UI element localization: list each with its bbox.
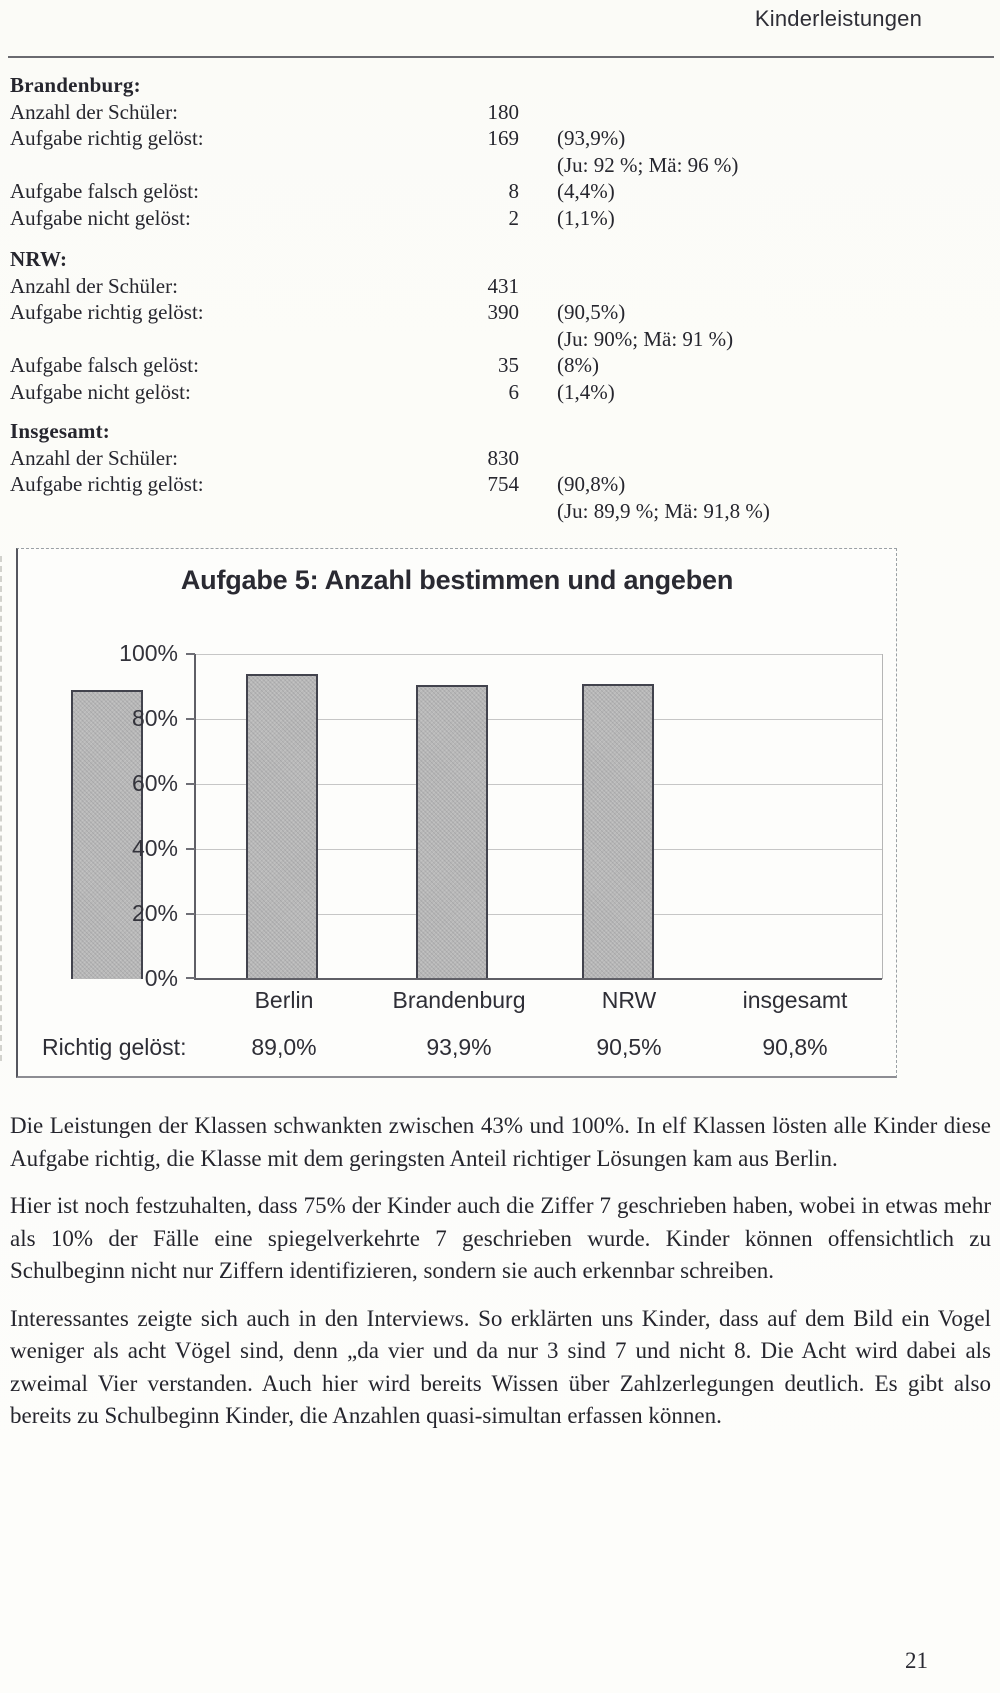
stat-row — [10, 326, 750, 353]
y-axis — [194, 654, 196, 979]
stat-note: (Ju: 89,9 %; Mä: 91,8 %) — [557, 498, 770, 523]
stat-value: 169 — [487, 126, 519, 150]
stat-note: (Ju: 92 %; Mä: 96 %) — [557, 152, 739, 177]
stat-label — [10, 326, 434, 353]
y-tick-mark — [186, 718, 195, 720]
stat-label: Aufgabe richtig gelöst: — [10, 126, 204, 150]
stat-row — [10, 178, 750, 205]
stat-label: Aufgabe falsch gelöst: — [10, 353, 199, 377]
bar-nrw — [416, 685, 488, 979]
y-tick-label: 80% — [131, 705, 178, 731]
series-row-label: Richtig gelöst: — [42, 1034, 187, 1060]
body-paragraph-2: Hier ist noch festzuhalten, dass 75% der Kinder auch die Ziffer 7 geschrieben haben, wobei in etwas mehr als 10% der Fälle eine spiegelverkehrte 7 geschrieben wurde. Kinder können offensichtlich zu Schulbeginn nicht nur Ziffern identifizieren, sondern sie auch erkennbar schreiben. — [10, 1193, 991, 1283]
page-number: 21 — [905, 1648, 928, 1673]
stat-note: (1,1%) — [557, 205, 615, 230]
y-tick-mark — [186, 977, 195, 979]
stat-label: Aufgabe richtig gelöst: — [10, 300, 204, 324]
gridline-100 — [195, 654, 882, 655]
stat-row — [10, 99, 750, 126]
stat-label: Anzahl der Schüler: — [10, 445, 178, 470]
x-category-label: Berlin — [254, 987, 314, 1013]
stat-value: 2 — [508, 205, 519, 230]
x-category-label: NRW — [601, 987, 657, 1013]
stat-row — [10, 445, 750, 472]
stat-row — [10, 152, 750, 179]
stat-label — [10, 498, 434, 525]
stat-value: 6 — [508, 379, 519, 404]
stat-row — [10, 471, 750, 498]
bar-insgesamt — [582, 684, 654, 979]
scan-artifact — [0, 556, 2, 1061]
body-paragraph-3: Interessantes zeigte sich auch in den Interviews. So erklärten uns Kinder, dass auf dem Bild ein Vogel weniger als acht Vögel sind, denn „da vier und da nur 3 sind 7 und nicht 8. Die Acht wird dabei als zweimal Vier verstanden. Auch hier wird bereits Wissen über Zahlzerlegungen deutlich. Es gibt also bereits zu Schulbeginn Kinder, die Anzahlen quasi-simultan erfassen können. — [10, 1305, 991, 1428]
stat-note: (8%) — [557, 353, 599, 377]
stat-row — [10, 379, 750, 406]
y-tick-label: 40% — [131, 835, 178, 861]
stat-note — [519, 445, 750, 472]
stat-value: 754 — [487, 472, 519, 496]
body-text — [10, 1110, 991, 1448]
stat-label: Aufgabe nicht gelöst: — [10, 205, 191, 230]
stat-label: Aufgabe nicht gelöst: — [10, 379, 191, 404]
stat-row — [10, 498, 770, 525]
y-tick-label: 60% — [131, 770, 178, 796]
header-rule — [8, 56, 994, 58]
bar-chart — [16, 548, 897, 1078]
page-header: Kinderleistungen — [754, 6, 922, 31]
stats-section-insgesamt — [10, 418, 770, 524]
section-title: Brandenburg: — [10, 73, 141, 97]
stat-note: (Ju: 90%; Mä: 91 %) — [557, 326, 734, 351]
stat-value — [434, 152, 519, 179]
stat-row — [10, 299, 750, 326]
stat-label: Aufgabe falsch gelöst: — [10, 179, 199, 203]
bar-brandenburg — [246, 674, 318, 979]
x-category-label: insgesamt — [742, 987, 848, 1013]
stat-row — [10, 352, 750, 379]
x-axis — [194, 978, 882, 980]
stat-note — [519, 273, 750, 300]
stat-note: (4,4%) — [557, 179, 615, 203]
stat-row — [10, 125, 750, 152]
section-title: Insgesamt: — [10, 419, 110, 443]
y-tick-mark — [186, 848, 195, 850]
value-label: 89,0% — [251, 1034, 317, 1060]
stat-row — [10, 205, 750, 232]
stat-label: Anzahl der Schüler: — [10, 273, 178, 298]
y-tick-mark — [186, 913, 195, 915]
stat-value: 180 — [487, 99, 519, 124]
stat-note: (93,9%) — [557, 126, 626, 150]
stat-value — [434, 498, 519, 525]
stat-note: (90,8%) — [557, 472, 626, 496]
stat-value: 830 — [487, 445, 519, 470]
stat-value: 35 — [498, 353, 519, 377]
stat-label — [10, 152, 434, 179]
stat-value: 8 — [508, 179, 519, 203]
y-tick-label: 0% — [144, 965, 178, 991]
y-tick-label: 100% — [119, 640, 178, 666]
y-tick-mark — [186, 783, 195, 785]
value-label: 90,8% — [762, 1034, 828, 1060]
body-paragraph-1: Die Leistungen der Klassen schwankten zwischen 43% und 100%. In elf Klassen lösten alle Kinder diese Aufgabe richtig, die Klasse mit dem geringsten Anteil richtiger Lösungen kam aus Berlin. — [10, 1113, 991, 1171]
stat-value: 390 — [487, 300, 519, 324]
stat-note: (1,4%) — [557, 379, 615, 404]
plot-right-border — [882, 654, 883, 979]
stat-row — [10, 273, 750, 300]
value-label: 93,9% — [426, 1034, 492, 1060]
stats-section-brandenburg — [10, 72, 750, 231]
stat-note — [519, 99, 750, 126]
chart-title: Aufgabe 5: Anzahl bestimmen und angeben — [180, 565, 734, 595]
section-title: NRW: — [10, 247, 68, 271]
stat-label: Anzahl der Schüler: — [10, 99, 178, 124]
stat-note: (90,5%) — [557, 300, 626, 324]
stats-section-nrw — [10, 246, 750, 405]
stat-value: 431 — [487, 273, 519, 298]
stat-label: Aufgabe richtig gelöst: — [10, 472, 204, 496]
y-tick-mark — [186, 653, 195, 655]
value-label: 90,5% — [596, 1034, 662, 1060]
stat-value — [434, 326, 519, 353]
y-tick-label: 20% — [131, 900, 178, 926]
x-category-label: Brandenburg — [392, 987, 526, 1013]
